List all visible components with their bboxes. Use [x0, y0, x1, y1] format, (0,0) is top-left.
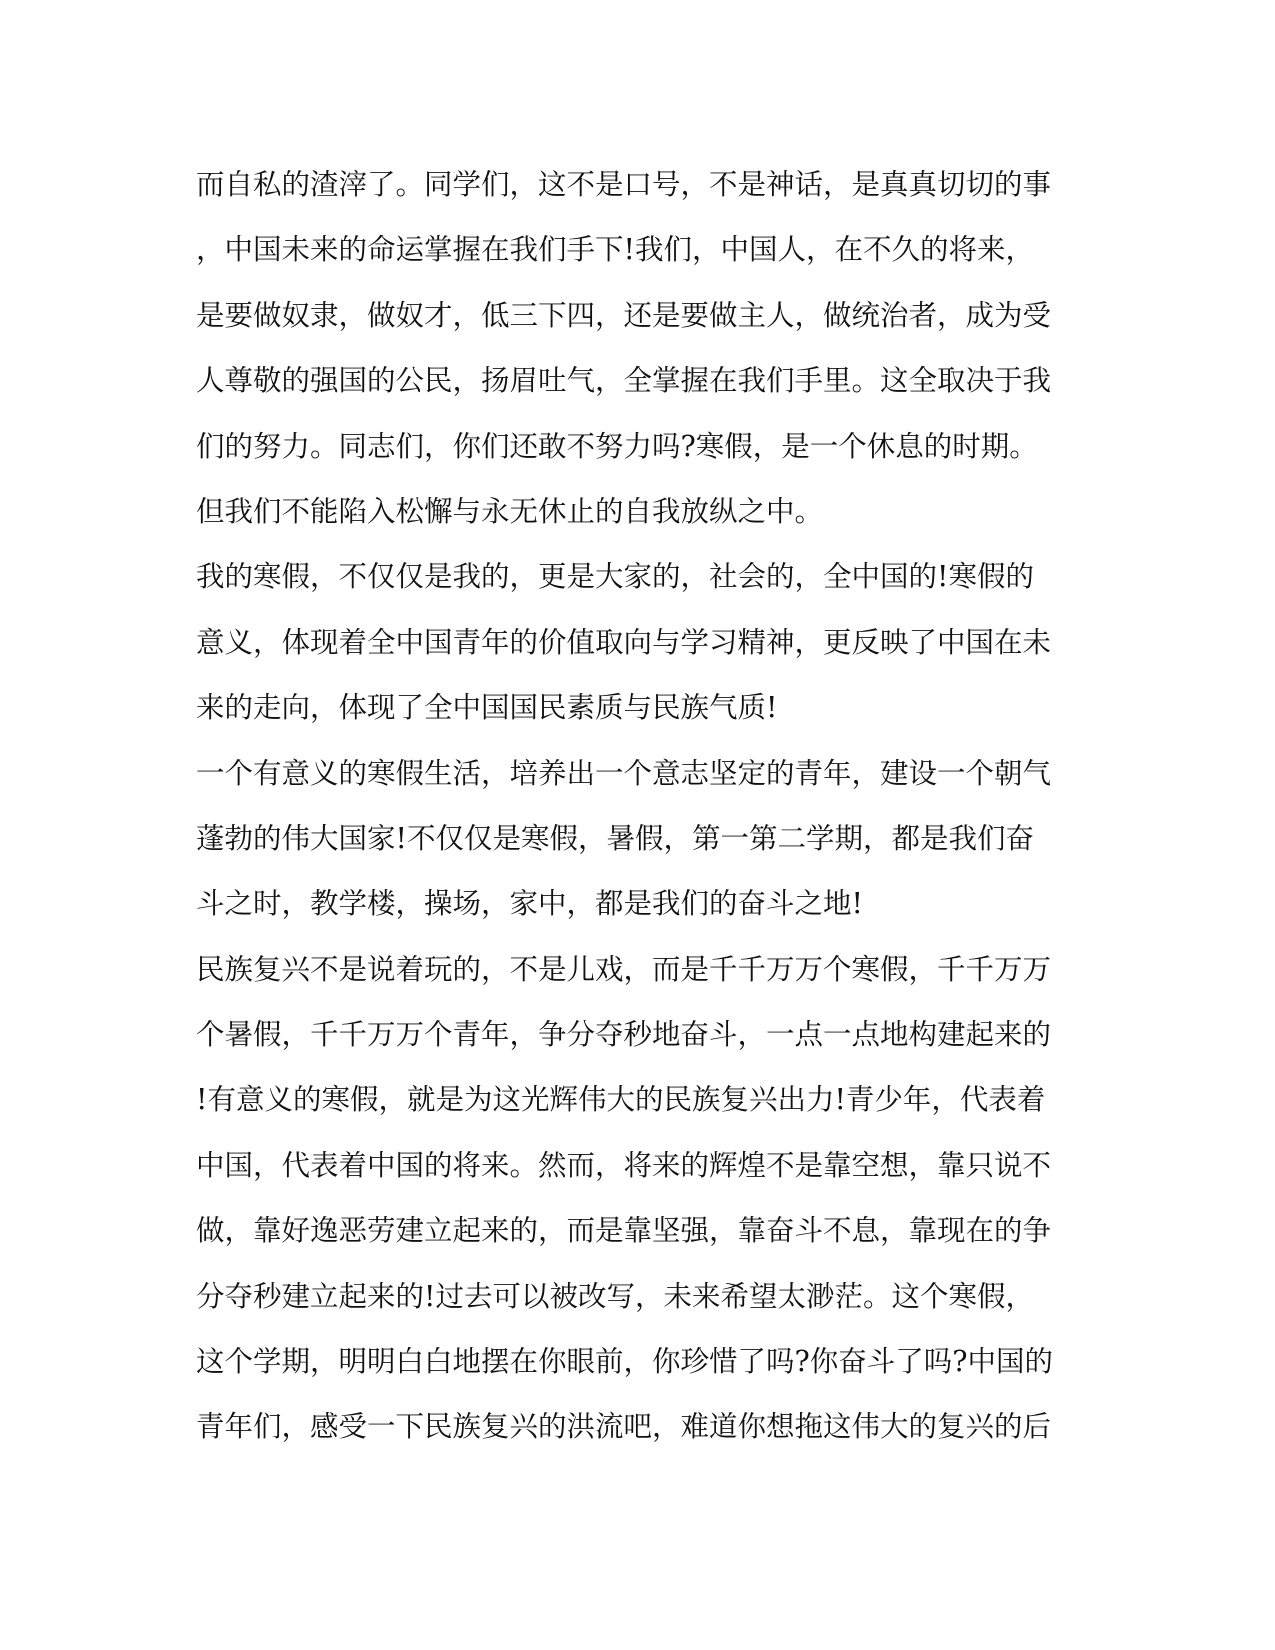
text-line: 斗之时，教学楼，操场，家中，都是我们的奋斗之地!	[196, 887, 863, 921]
text-line: 蓬勃的伟大国家!不仅仅是寒假，暑假，第一第二学期，都是我们奋	[196, 821, 1034, 855]
text-line: 做，靠好逸恶劳建立起来的，而是靠坚强，靠奋斗不息，靠现在的争	[196, 1214, 1052, 1248]
body-text	[196, 152, 1076, 1460]
text-line: 个暑假，千千万万个青年，争分夺秒地奋斗，一点一点地构建起来的	[196, 1018, 1052, 1052]
text-line: 人尊敬的强国的公民，扬眉吐气，全掌握在我们手里。这全取决于我	[196, 364, 1052, 398]
text-line: 中国，代表着中国的将来。然而，将来的辉煌不是靠空想，靠只说不	[196, 1148, 1052, 1182]
text-line: 分夺秒建立起来的!过去可以被改写，未来希望太渺茫。这个寒假，	[196, 1279, 1034, 1313]
text-line: ，中国未来的命运掌握在我们手下!我们，中国人，在不久的将来，	[196, 233, 1034, 267]
text-line: 是要做奴隶，做奴才，低三下四，还是要做主人，做统治者，成为受	[196, 298, 1052, 332]
text-line: 一个有意义的寒假生活，培养出一个意志坚定的青年，建设一个朝气	[196, 756, 1052, 790]
text-line: 民族复兴不是说着玩的，不是儿戏，而是千千万万个寒假，千千万万	[196, 952, 1052, 986]
text-line: 来的走向，体现了全中国国民素质与民族气质!	[196, 691, 778, 725]
text-line: 但我们不能陷入松懈与永无休止的自我放纵之中。	[196, 494, 824, 528]
text-line: 们的努力。同志们，你们还敢不努力吗?寒假，是一个休息的时期。	[196, 429, 1038, 463]
text-line: !有意义的寒假，就是为这光辉伟大的民族复兴出力!青少年，代表着	[196, 1083, 1046, 1117]
text-line: 这个学期，明明白白地摆在你眼前，你珍惜了吗?你奋斗了吗?中国的	[196, 1345, 1054, 1379]
text-line: 青年们，感受一下民族复兴的洪流吧，难道你想拖这伟大的复兴的后	[196, 1410, 1052, 1444]
text-line: 我的寒假，不仅仅是我的，更是大家的，社会的，全中国的!寒假的	[196, 560, 1034, 594]
text-line: 意义，体现着全中国青年的价值取向与学习精神，更反映了中国在未	[196, 625, 1052, 659]
text-line: 而自私的渣滓了。同学们，这不是口号，不是神话，是真真切切的事	[196, 168, 1052, 201]
